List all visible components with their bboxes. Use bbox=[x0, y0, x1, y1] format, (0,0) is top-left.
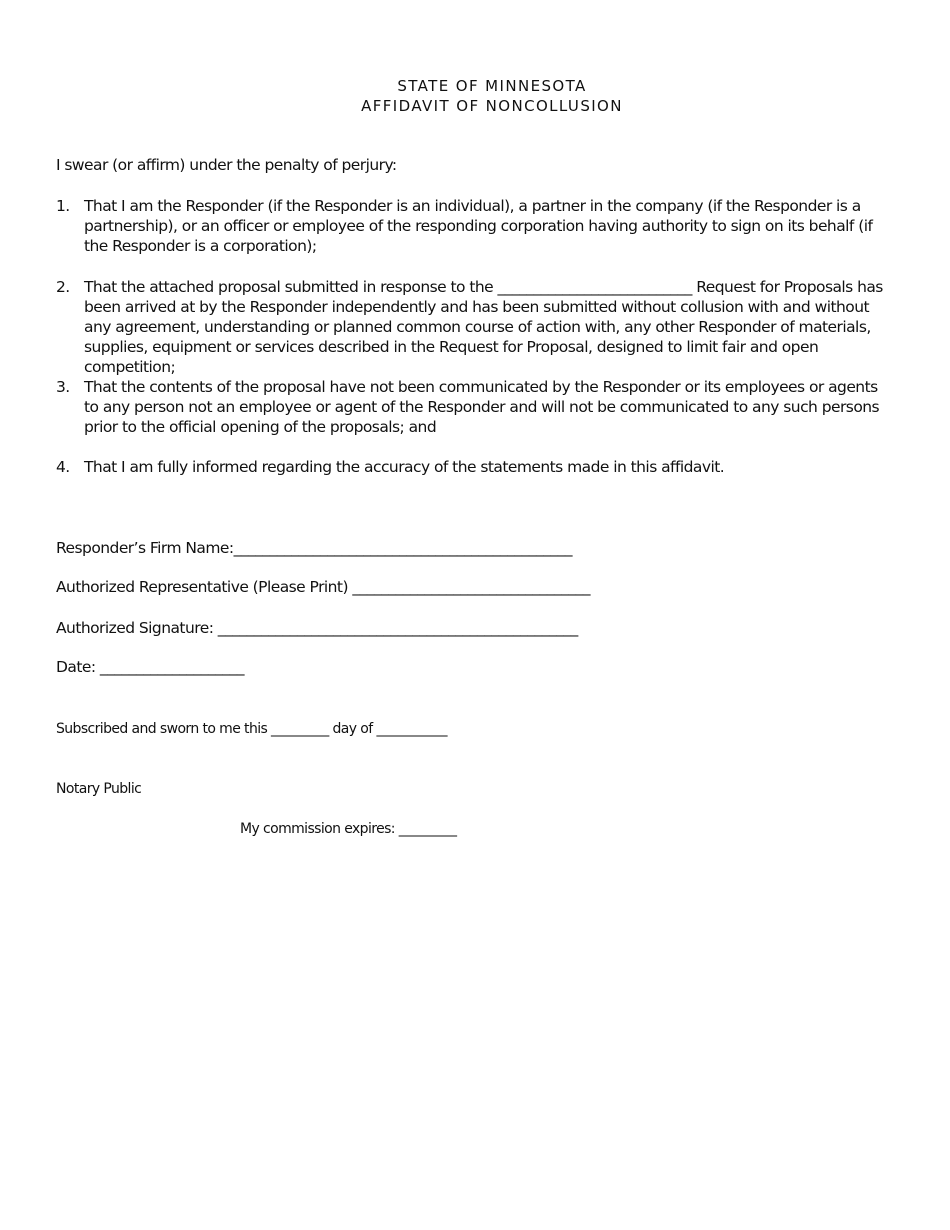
clause-number: 4. bbox=[56, 458, 70, 476]
clause-number: 1. bbox=[56, 197, 70, 215]
notary-public-label: Notary Public bbox=[56, 781, 142, 797]
header-state: STATE OF MINNESOTA bbox=[397, 77, 587, 95]
oath-intro: I swear (or affirm) under the penalty of perjury: bbox=[56, 156, 397, 174]
representative-name-field[interactable]: Authorized Representative (Please Print) _________________________________ bbox=[56, 578, 590, 596]
commission-expires-field[interactable]: My commission expires: _________ bbox=[240, 821, 457, 837]
clause-text: That I am fully informed regarding the accuracy of the statements made in this affidavit. bbox=[84, 458, 725, 476]
clause-3 bbox=[56, 377, 896, 437]
document-header bbox=[0, 76, 950, 116]
date-field[interactable]: Date: ____________________ bbox=[56, 658, 244, 676]
clause-2 bbox=[56, 277, 896, 377]
clause-text: That the attached proposal submitted in response to the ___________________________ Request for Proposals has been arrived at by the Responder independently and has been submitted without collusion with and without any agreement, understanding or planned common course of action with, any other Responder of materials, supplies, equipment or services described in the Request for Proposal, designed to limit fair and open competition; bbox=[84, 278, 883, 376]
header-title: AFFIDAVIT OF NONCOLLUSION bbox=[361, 97, 623, 115]
firm-name-field[interactable]: Responder’s Firm Name:_______________________________________________ bbox=[56, 539, 572, 557]
clause-text: That I am the Responder (if the Responder is an individual), a partner in the company (if the Responder is a partnership), or an officer or employee of the responding corporation having authority to sign on its behalf (if the Responder is a corporation); bbox=[84, 197, 873, 255]
clause-4 bbox=[56, 457, 896, 477]
clause-number: 3. bbox=[56, 378, 70, 396]
sworn-statement-field[interactable]: Subscribed and sworn to me this _________ day of ___________ bbox=[56, 721, 447, 737]
clause-text: That the contents of the proposal have not been communicated by the Responder or its employees or agents to any person not an employee or agent of the Responder and will not be communicated to any such persons prior to the official opening of the proposals; and bbox=[84, 378, 880, 436]
signature-field[interactable]: Authorized Signature: __________________________________________________ bbox=[56, 619, 578, 637]
clause-1 bbox=[56, 196, 896, 256]
clause-number: 2. bbox=[56, 278, 70, 296]
